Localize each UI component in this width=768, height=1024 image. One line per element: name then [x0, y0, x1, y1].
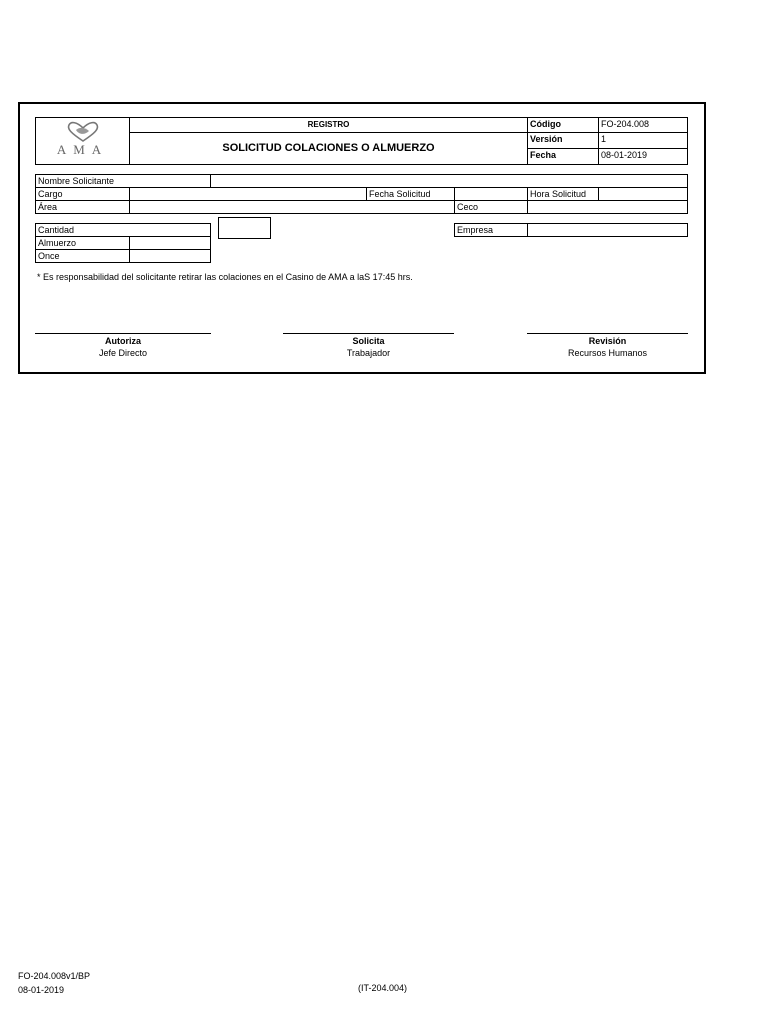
- ceco-field[interactable]: [527, 200, 688, 214]
- signature-subtitle-autoriza: Jefe Directo: [98, 348, 148, 358]
- codigo-label: Código: [527, 117, 599, 133]
- nombre-solicitante-field[interactable]: [210, 174, 688, 188]
- signature-line-solicita: [283, 333, 454, 334]
- area-label: Área: [35, 200, 130, 214]
- cargo-label: Cargo: [35, 187, 130, 201]
- footer-doc-code: FO-204.008v1/BP: [18, 971, 91, 981]
- almuerzo-field[interactable]: [129, 236, 211, 250]
- empresa-field[interactable]: [527, 223, 688, 237]
- footer-doc-date: 08-01-2019: [18, 985, 65, 995]
- once-label: Once: [35, 249, 130, 263]
- fecha-solicitud-label: Fecha Solicitud: [366, 187, 455, 201]
- ceco-label: Ceco: [454, 200, 528, 214]
- logo-box: [35, 117, 130, 165]
- registro-label: REGISTRO: [129, 117, 528, 133]
- hora-solicitud-label: Hora Solicitud: [527, 187, 599, 201]
- cantidad-label: Cantidad: [35, 223, 211, 237]
- cargo-field[interactable]: [129, 187, 367, 201]
- nombre-solicitante-label: Nombre Solicitante: [35, 174, 211, 188]
- signature-subtitle-solicita: Trabajador: [346, 348, 391, 358]
- page-title: SOLICITUD COLACIONES O ALMUERZO: [129, 132, 528, 165]
- signature-subtitle-revision: Recursos Humanos: [567, 348, 648, 358]
- fecha-label: Fecha: [527, 148, 599, 165]
- codigo-value: FO-204.008: [598, 117, 688, 133]
- heart-leaf-logo-icon: [63, 121, 103, 143]
- signature-title-solicita: Solicita: [352, 336, 385, 346]
- hora-solicitud-field[interactable]: [598, 187, 688, 201]
- cantidad-total-box[interactable]: [218, 217, 271, 239]
- once-field[interactable]: [129, 249, 211, 263]
- version-value: 1: [598, 132, 688, 149]
- fecha-solicitud-field[interactable]: [454, 187, 528, 201]
- version-label: Versión: [527, 132, 599, 149]
- fecha-value: 08-01-2019: [598, 148, 688, 165]
- signature-title-autoriza: Autoriza: [105, 336, 141, 346]
- signature-title-revision: Revisión: [588, 336, 627, 346]
- area-field[interactable]: [129, 200, 455, 214]
- signature-line-revision: [527, 333, 688, 334]
- empresa-label: Empresa: [454, 223, 528, 237]
- almuerzo-label: Almuerzo: [35, 236, 130, 250]
- signature-line-autoriza: [35, 333, 211, 334]
- logo-text: AMA: [56, 142, 109, 157]
- responsibility-note: * Es responsabilidad del solicitante retirar las colaciones en el Casino de AMA a laS 17:45 hrs.: [37, 272, 413, 282]
- footer-reference: (IT-204.004): [358, 983, 408, 993]
